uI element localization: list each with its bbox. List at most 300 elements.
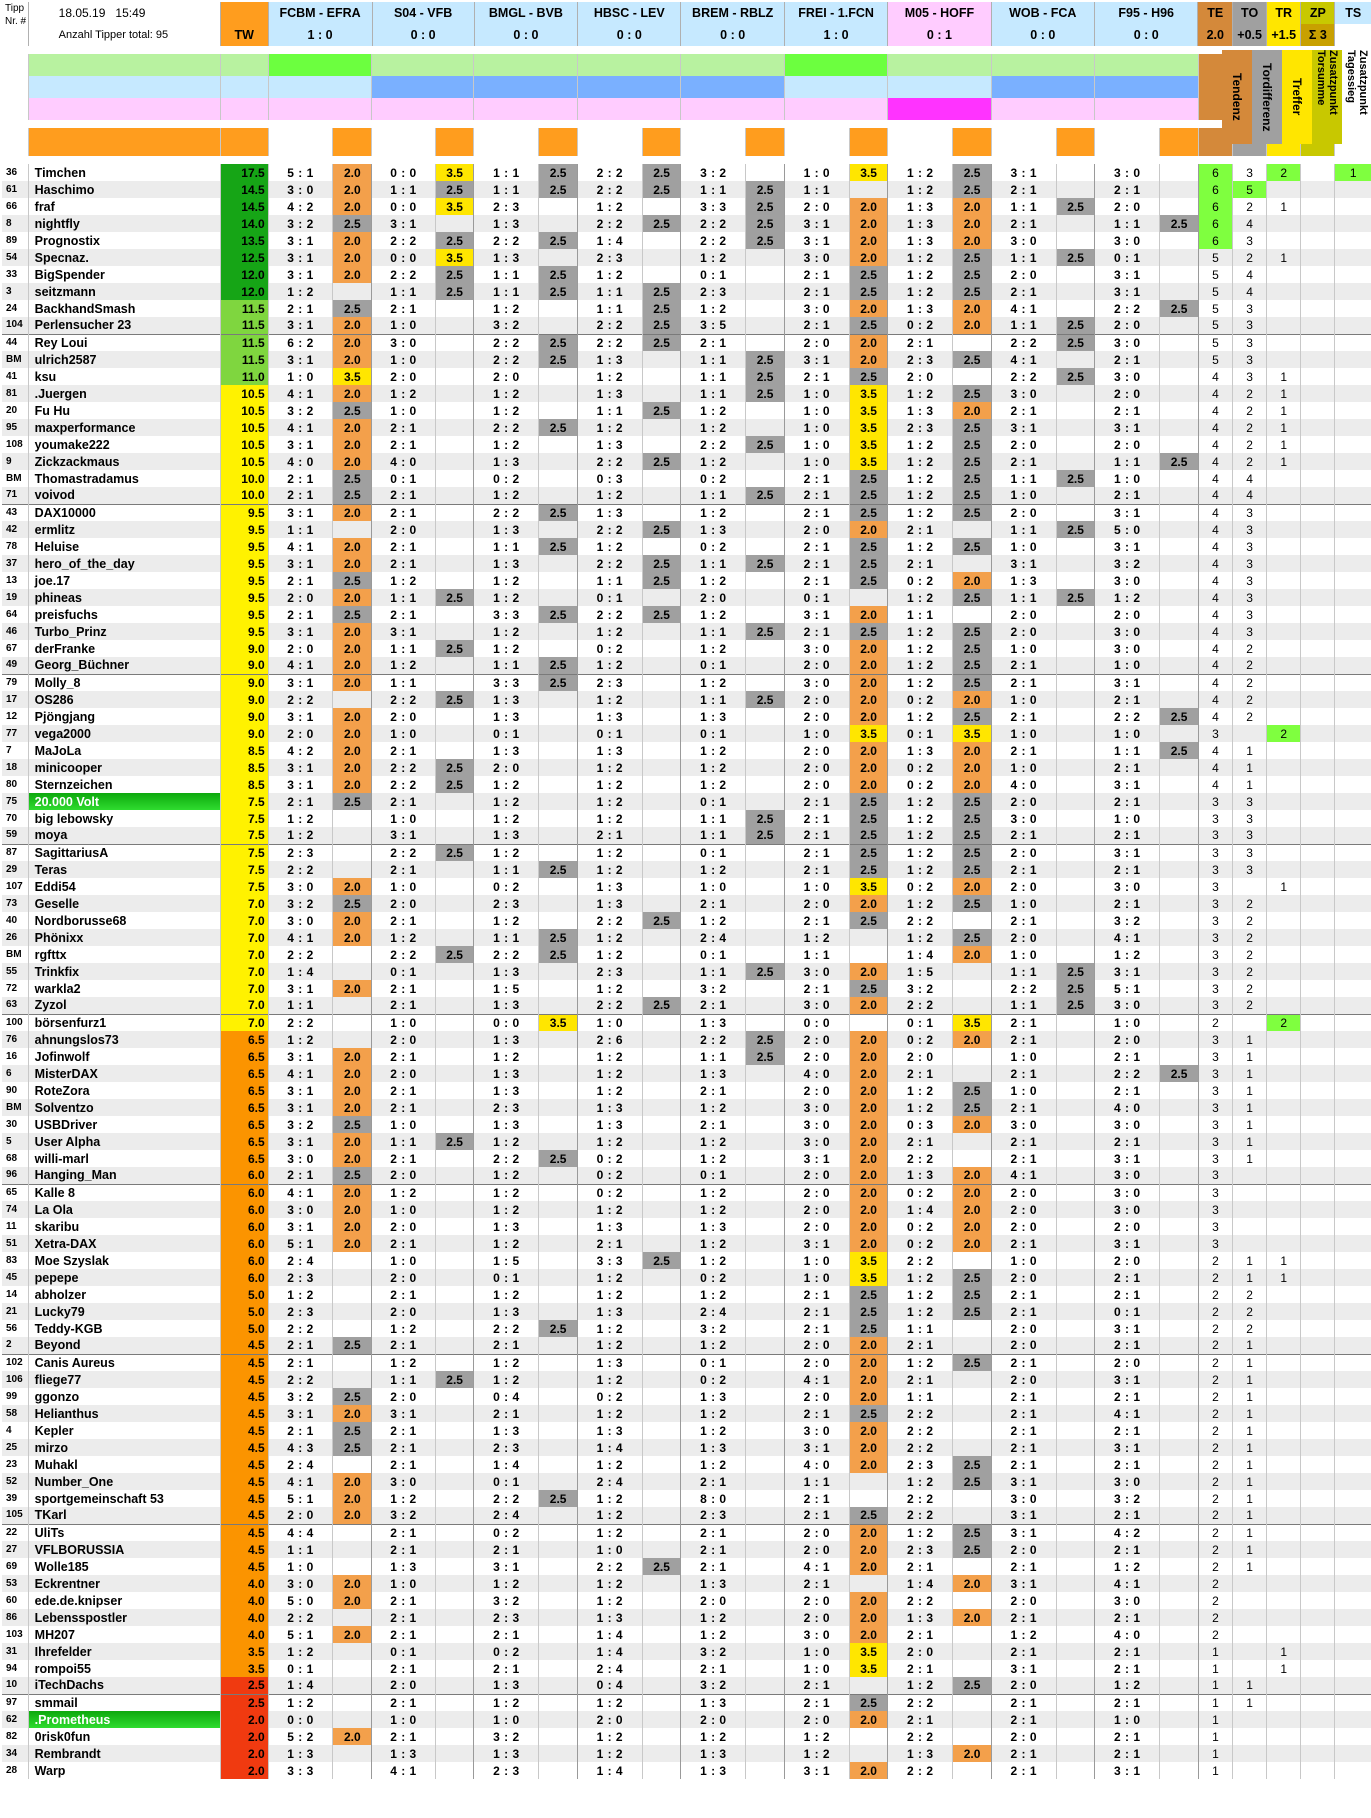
tipp-score: 1 : 3 [474,1065,539,1082]
tipp-score: 2 : 0 [784,759,849,776]
tipp-points [642,1439,681,1456]
tendenz-label: Tendenz [1222,50,1252,144]
tipp-points [1160,674,1199,691]
tipp-score: 1 : 0 [784,436,849,453]
tipp-score: 1 : 2 [577,946,642,963]
tr-value [1267,1439,1301,1456]
stat-label-draw [28,76,220,98]
tipp-score: 3 : 2 [1095,912,1160,929]
tipp-points [642,861,681,878]
tipp-points: 2.0 [849,1524,888,1541]
tipp-nr: 79 [2,674,28,691]
tipper-name: Geselle [28,895,220,912]
tipp-nr: 76 [2,1031,28,1048]
tipper-name: derFranke [28,640,220,657]
tipp-points [1160,504,1199,521]
tipp-points: 2.5 [539,674,578,691]
tipp-points [746,572,785,589]
tipp-points [642,1592,681,1609]
te-value: 3 [1198,1031,1232,1048]
tipp-points [642,538,681,555]
tipp-score: 2 : 3 [474,1762,539,1779]
ts-value [1335,1150,1371,1167]
tipp-points [642,1524,681,1541]
tipp-score: 2 : 1 [1095,487,1160,504]
tipp-score: 2 : 1 [372,555,436,572]
tr-value [1267,1235,1301,1252]
tipp-score: 1 : 1 [1095,742,1160,759]
tipp-points: 2.5 [746,555,785,572]
tipp-score: 2 : 1 [888,1337,953,1354]
tipp-points [1056,1558,1095,1575]
tipper-name: Sternzeichen [28,776,220,793]
tipp-points [333,1320,372,1337]
tipp-score: 2 : 0 [1095,198,1160,215]
tipp-points: 2.5 [953,1286,992,1303]
tipp-nr: 49 [2,657,28,674]
tipp-score: 3 : 1 [784,351,849,368]
tipp-points: 2.0 [953,1609,992,1626]
tr-value [1267,1609,1301,1626]
tr-value [1267,1303,1301,1320]
tipp-points [642,674,681,691]
tipp-score: 2 : 2 [474,504,539,521]
te-value: 4 [1198,640,1232,657]
tipp-points [746,334,785,351]
ts-value [1335,1286,1371,1303]
tipp-score: 3 : 1 [1095,1762,1160,1779]
tipp-points: 2.0 [953,232,992,249]
tipp-points [746,1218,785,1235]
tipp-score: 1 : 0 [784,402,849,419]
tipp-score: 1 : 2 [577,691,642,708]
tipp-score: 3 : 2 [681,1643,746,1660]
tipp-points [539,844,578,861]
tipp-points [435,997,474,1014]
tipp-points [539,1541,578,1558]
tages-wert: 6.0 [220,1167,268,1184]
tipp-score: 2 : 1 [888,521,953,538]
tipp-score: 2 : 1 [577,1235,642,1252]
tipp-score: 1 : 0 [372,1575,436,1592]
tipp-points: 2.0 [849,1116,888,1133]
tipp-score: 4 : 1 [268,538,333,555]
tipp-nr: 73 [2,895,28,912]
tipp-points [1056,725,1095,742]
tipp-score: 2 : 1 [372,1150,436,1167]
table-row [2,402,1371,419]
tr-value [1267,1048,1301,1065]
tipp-points: 2.5 [333,572,372,589]
tipp-points [435,334,474,351]
te-value: 5 [1198,334,1232,351]
tages-wert: 4.5 [220,1524,268,1541]
tipp-points [1056,1626,1095,1643]
tipp-points [1160,1150,1199,1167]
tipp-score: 1 : 2 [888,623,953,640]
tipper-name: ede.de.knipser [28,1592,220,1609]
tipp-points [1160,1269,1199,1286]
tipp-table-container [2,2,1371,1779]
zp-value [1301,1303,1335,1320]
ts-value [1335,793,1371,810]
tr-value [1267,861,1301,878]
tipp-points [1056,810,1095,827]
tipp-points [435,895,474,912]
tipp-points [435,1031,474,1048]
tipp-points [642,1711,681,1728]
tipp-points [849,1014,888,1031]
tipp-score: 1 : 3 [577,1099,642,1116]
tipp-score: 2 : 1 [888,1711,953,1728]
tipp-points: 2.0 [953,878,992,895]
tipp-score: 1 : 0 [372,725,436,742]
tipp-points: 2.5 [746,1048,785,1065]
tipp-score: 1 : 0 [991,691,1056,708]
tipp-score: 2 : 1 [268,1354,333,1371]
tipp-points: 2.5 [953,1354,992,1371]
tr-value [1267,351,1301,368]
tipp-points [642,1235,681,1252]
table-row [2,1184,1371,1201]
tipp-points [1160,1133,1199,1150]
tipp-score: 1 : 0 [1095,1014,1160,1031]
tipp-points [746,861,785,878]
ts-value [1335,1235,1371,1252]
to-value [1233,1643,1267,1660]
tipp-score: 3 : 1 [784,1762,849,1779]
tages-wert: 9.0 [220,674,268,691]
tipp-score: 1 : 2 [681,742,746,759]
tipp-points: 2.5 [435,181,474,198]
tipp-score: 1 : 2 [888,1286,953,1303]
stat-home [1095,54,1199,76]
tipp-label: Tipp [5,3,25,14]
tipp-points [1056,1388,1095,1405]
tipp-score: 3 : 1 [1095,674,1160,691]
tipp-nr: 83 [2,1252,28,1269]
tipp-points [1160,1643,1199,1660]
te-value: 3 [1198,1082,1232,1099]
tipp-score: 1 : 2 [888,1269,953,1286]
tipp-points: 2.5 [746,810,785,827]
to-value: 1 [1233,1524,1267,1541]
tipp-points [1056,436,1095,453]
tipp-nr: 10 [2,1677,28,1694]
tipp-points: 2.0 [333,1490,372,1507]
tipp-score: 2 : 0 [1095,436,1160,453]
tr-value [1267,1694,1301,1711]
zp-value [1301,1082,1335,1099]
tipp-score: 1 : 2 [474,1371,539,1388]
ts-value [1335,1643,1371,1660]
tipp-points [539,317,578,334]
table-row [2,385,1371,402]
tipp-points: 2.0 [849,674,888,691]
tipp-points: 2.0 [953,759,992,776]
tipp-points: 2.0 [333,1184,372,1201]
to-value [1233,1745,1267,1762]
tipp-points: 2.5 [435,232,474,249]
tipp-score: 1 : 0 [991,1048,1056,1065]
match-name: FCBM - EFRA [269,2,372,24]
tipp-points: 2.0 [849,640,888,657]
tipp-points [642,249,681,266]
tipp-score: 3 : 0 [784,963,849,980]
tages-wert: 12.0 [220,283,268,300]
tipp-points: 2.5 [333,470,372,487]
tipp-score: 3 : 0 [784,1116,849,1133]
tipp-points [1056,1099,1095,1116]
tipp-points [435,1575,474,1592]
tipp-score: 0 : 2 [577,1184,642,1201]
tipp-score: 2 : 0 [991,436,1056,453]
tipp-score: 2 : 2 [474,334,539,351]
te-value: 2 [1198,1269,1232,1286]
tipp-score: 4 : 1 [784,1371,849,1388]
tipp-score: 1 : 2 [888,1677,953,1694]
tr-value [1267,1745,1301,1762]
tipper-name: Nordborusse68 [28,912,220,929]
zp-value [1301,368,1335,385]
tages-wert: 2.0 [220,1728,268,1745]
zp-value [1301,249,1335,266]
tipp-score: 1 : 1 [474,164,539,181]
tipp-nr: 87 [2,844,28,861]
tipp-score: 4 : 0 [784,1065,849,1082]
tipp-score: 3 : 1 [991,1575,1056,1592]
ts-value [1335,249,1371,266]
tipp-score: 1 : 3 [474,1745,539,1762]
tipp-score: 2 : 1 [1095,895,1160,912]
table-row [2,1388,1371,1405]
tages-wert: 4.0 [220,1592,268,1609]
to-value: 1 [1233,1150,1267,1167]
tipp-points [1056,1252,1095,1269]
tipper-name: User Alpha [28,1133,220,1150]
tipp-nr: 11 [2,1218,28,1235]
tipper-name: big lebowsky [28,810,220,827]
zp-value [1301,1507,1335,1524]
tipper-name: Trinkfix [28,963,220,980]
tipp-points: 2.5 [746,181,785,198]
tages-wert: 7.0 [220,895,268,912]
tipp-nr: 63 [2,997,28,1014]
tipp-points [1056,1065,1095,1082]
tipp-score: 0 : 3 [888,1116,953,1133]
tipp-points [953,1711,992,1728]
tipp-points [539,300,578,317]
stat-away [888,98,991,120]
tipp-score: 2 : 1 [577,827,642,844]
tipp-score: 0 : 1 [681,844,746,861]
tipp-points [539,1592,578,1609]
tipp-points [333,963,372,980]
tipp-points: 2.5 [1056,963,1095,980]
tipp-score: 2 : 3 [888,419,953,436]
tipp-points [1056,929,1095,946]
tipp-score: 1 : 1 [991,963,1056,980]
zp-value [1301,1269,1335,1286]
te-value: 5 [1198,283,1232,300]
match-name: F95 - H96 [1094,2,1197,24]
tipp-points [746,521,785,538]
table-row [2,793,1371,810]
te-value: 4 [1198,657,1232,674]
tipp-score: 2 : 0 [372,1167,436,1184]
tipp-points [1056,1218,1095,1235]
tipp-points [642,1473,681,1490]
tipp-points: 2.0 [333,419,372,436]
tipp-points: 2.0 [953,215,992,232]
tipp-score: 2 : 1 [888,1626,953,1643]
tipp-points: 2.5 [333,895,372,912]
tipp-points [539,470,578,487]
to-value: 1 [1233,1354,1267,1371]
tipp-score: 0 : 1 [681,946,746,963]
tr-value [1267,1116,1301,1133]
tipp-points [642,198,681,215]
tr-value [1267,1150,1301,1167]
tipp-points: 2.5 [849,572,888,589]
te-value: 2 [1198,1354,1232,1371]
tipp-score: 2 : 1 [991,1014,1056,1031]
tipp-points [1160,657,1199,674]
tipp-score: 3 : 0 [1095,997,1160,1014]
ts-value [1335,980,1371,997]
tipp-score: 2 : 3 [888,1541,953,1558]
tipp-score: 2 : 1 [991,674,1056,691]
tipp-score: 1 : 2 [888,1354,953,1371]
tipp-score: 2 : 1 [372,1235,436,1252]
tipp-score: 3 : 1 [784,1439,849,1456]
tipp-points [746,1660,785,1677]
tipp-points [1056,1456,1095,1473]
ts-value [1335,589,1371,606]
tipp-points [1160,929,1199,946]
ts-value [1335,1405,1371,1422]
tipp-nr: 31 [2,1643,28,1660]
tr-value [1267,1728,1301,1745]
tipp-score: 1 : 3 [681,1745,746,1762]
tipp-score: 1 : 0 [784,1252,849,1269]
tipp-score: 1 : 2 [888,249,953,266]
tipp-points [435,1014,474,1031]
tipp-score: 1 : 2 [577,1337,642,1354]
tipp-points [1056,351,1095,368]
tipp-score: 1 : 2 [474,640,539,657]
tipp-score: 2 : 1 [888,334,953,351]
tipp-points: 2.0 [849,1150,888,1167]
tipp-points: 2.5 [539,946,578,963]
tipp-score: 2 : 0 [268,640,333,657]
to-value: 1 [1233,1422,1267,1439]
tipp-score: 2 : 2 [991,980,1056,997]
tipp-points [642,368,681,385]
ts-value [1335,1201,1371,1218]
tipp-score: 3 : 5 [681,317,746,334]
tipp-score: 2 : 1 [888,1660,953,1677]
table-row [2,589,1371,606]
match-result: 1 : 0 [784,24,887,46]
tipp-points [642,1150,681,1167]
tr-value [1267,1711,1301,1728]
to-value [1233,1167,1267,1184]
ts-value [1335,521,1371,538]
tipp-points: 2.0 [333,538,372,555]
tipper-name: iTechDachs [28,1677,220,1694]
tipp-points [1160,1541,1199,1558]
tipp-points [539,623,578,640]
te-value: 2 [1198,1388,1232,1405]
ts-value [1335,878,1371,895]
ts-value [1335,657,1371,674]
te-value: 3 [1198,1048,1232,1065]
tipp-score: 3 : 2 [474,317,539,334]
tipp-points: 2.5 [642,521,681,538]
tipp-score: 1 : 0 [681,878,746,895]
tipp-score: 2 : 0 [991,929,1056,946]
tipper-name: Jofinwolf [28,1048,220,1065]
te-value: 4 [1198,742,1232,759]
tipp-nr: 60 [2,1592,28,1609]
tipp-points: 2.5 [539,283,578,300]
tipp-points: 2.0 [333,980,372,997]
tipp-points [539,215,578,232]
tipper-name: ggonzo [28,1388,220,1405]
tipp-points [642,623,681,640]
tipp-points [435,657,474,674]
tipp-score: 1 : 2 [268,1286,333,1303]
tipp-score: 2 : 4 [577,1473,642,1490]
tipp-points [1160,963,1199,980]
tipp-score: 1 : 5 [888,963,953,980]
tr-value [1267,963,1301,980]
tipp-score: 1 : 0 [991,1252,1056,1269]
tipp-score: 2 : 1 [784,504,849,521]
tipp-score: 1 : 0 [784,385,849,402]
tipper-name: Rey Loui [28,334,220,351]
tipp-score: 5 : 1 [268,164,333,181]
tipper-name: Solventzo [28,1099,220,1116]
tipp-points: 3.5 [849,402,888,419]
tipp-score: 2 : 1 [372,1592,436,1609]
tipp-score: 2 : 2 [888,1592,953,1609]
tipp-score: 2 : 2 [888,1252,953,1269]
tipp-score: 1 : 2 [474,402,539,419]
tipp-points [642,266,681,283]
to-value: 3 [1233,844,1267,861]
tipp-score: 2 : 0 [372,708,436,725]
te-value: 3 [1198,725,1232,742]
tipp-score: 1 : 1 [474,181,539,198]
tipper-name: Lucky79 [28,1303,220,1320]
tipp-points [435,1541,474,1558]
zp-value [1301,1439,1335,1456]
tipp-score: 1 : 1 [784,181,849,198]
tipp-points [1160,1558,1199,1575]
tipp-score: 2 : 1 [1095,1694,1160,1711]
tipp-points: 2.5 [953,181,992,198]
zp-value [1301,1609,1335,1626]
tipp-points [333,283,372,300]
tipp-points [435,1507,474,1524]
zp-value [1301,1235,1335,1252]
tipp-score: 2 : 1 [991,1354,1056,1371]
tipper-name: Teras [28,861,220,878]
ts-value [1335,385,1371,402]
tipp-points [746,470,785,487]
